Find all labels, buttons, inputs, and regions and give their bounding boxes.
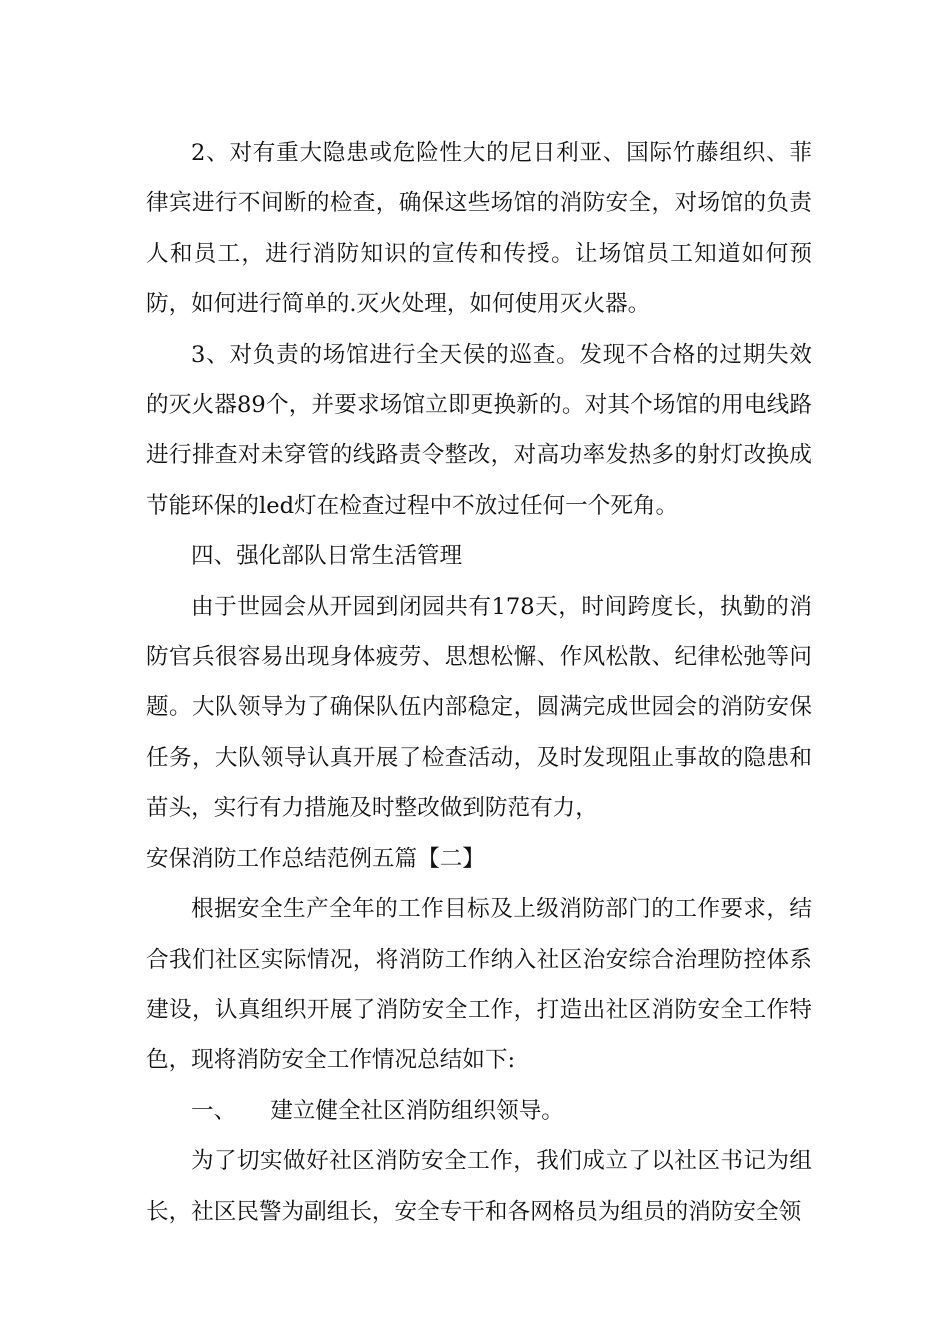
paragraph-patrol: 3、对负责的场馆进行全天侯的巡查。发现不合格的过期失效的灭火器89个，并要求场馆立即更换新的。对其个场馆的用电线路进行排查对未穿管的线路责令整改，对高功率发热多的射灯改换成节能环保的led灯在检查过程中不放过任何一个死角。 xyxy=(146,341,812,519)
document-body xyxy=(146,128,812,1237)
heading-number: 一、 xyxy=(191,1097,237,1124)
paragraph-intro: 根据安全生产全年的工作目标及上级消防部门的工作要求，结合我们社区实际情况，将消防工作纳入社区治安综合治理防控体系建设，认真组织开展了消防安全工作，打造出社区消防安全工作特色，现将消防安全工作情况总结如下: xyxy=(146,896,812,1074)
paragraph-expo-duration: 由于世园会从开园到闭园共有178天，时间跨度长，执勤的消防官兵很容易出现身体疲劳、思想松懈、作风松散、纪律松弛等问题。大队领导为了确保队伍内部稳定，圆满完成世园会的消防安保任务，大队领导认真开展了检查活动，及时发现阻止事故的隐患和苗头，实行有力措施及时整改做到防范有力， xyxy=(146,593,812,822)
heading-daily-management: 四、强化部队日常生活管理 xyxy=(191,543,463,570)
heading-text: 建立健全社区消防组织领导。 xyxy=(270,1097,564,1124)
paragraph-inspection-high-risk: 2、对有重大隐患或危险性大的尼日利亚、国际竹藤组织、菲律宾进行不间断的检查，确保这些场馆的消防安全，对场馆的负责人和员工，进行消防知识的宣传和传授。让场馆员工知道如何预防，如何进行简单的.灭火处理，如何使用灭火器。 xyxy=(146,140,812,318)
section-title: 安保消防工作总结范例五篇【二】 xyxy=(146,845,485,872)
paragraph-leadership-group: 为了切实做好社区消防安全工作，我们成立了以社区书记为组长，社区民警为副组长，安全专干和各网格员为组员的消防安全领 xyxy=(146,1148,812,1225)
heading-organization xyxy=(146,1086,812,1136)
